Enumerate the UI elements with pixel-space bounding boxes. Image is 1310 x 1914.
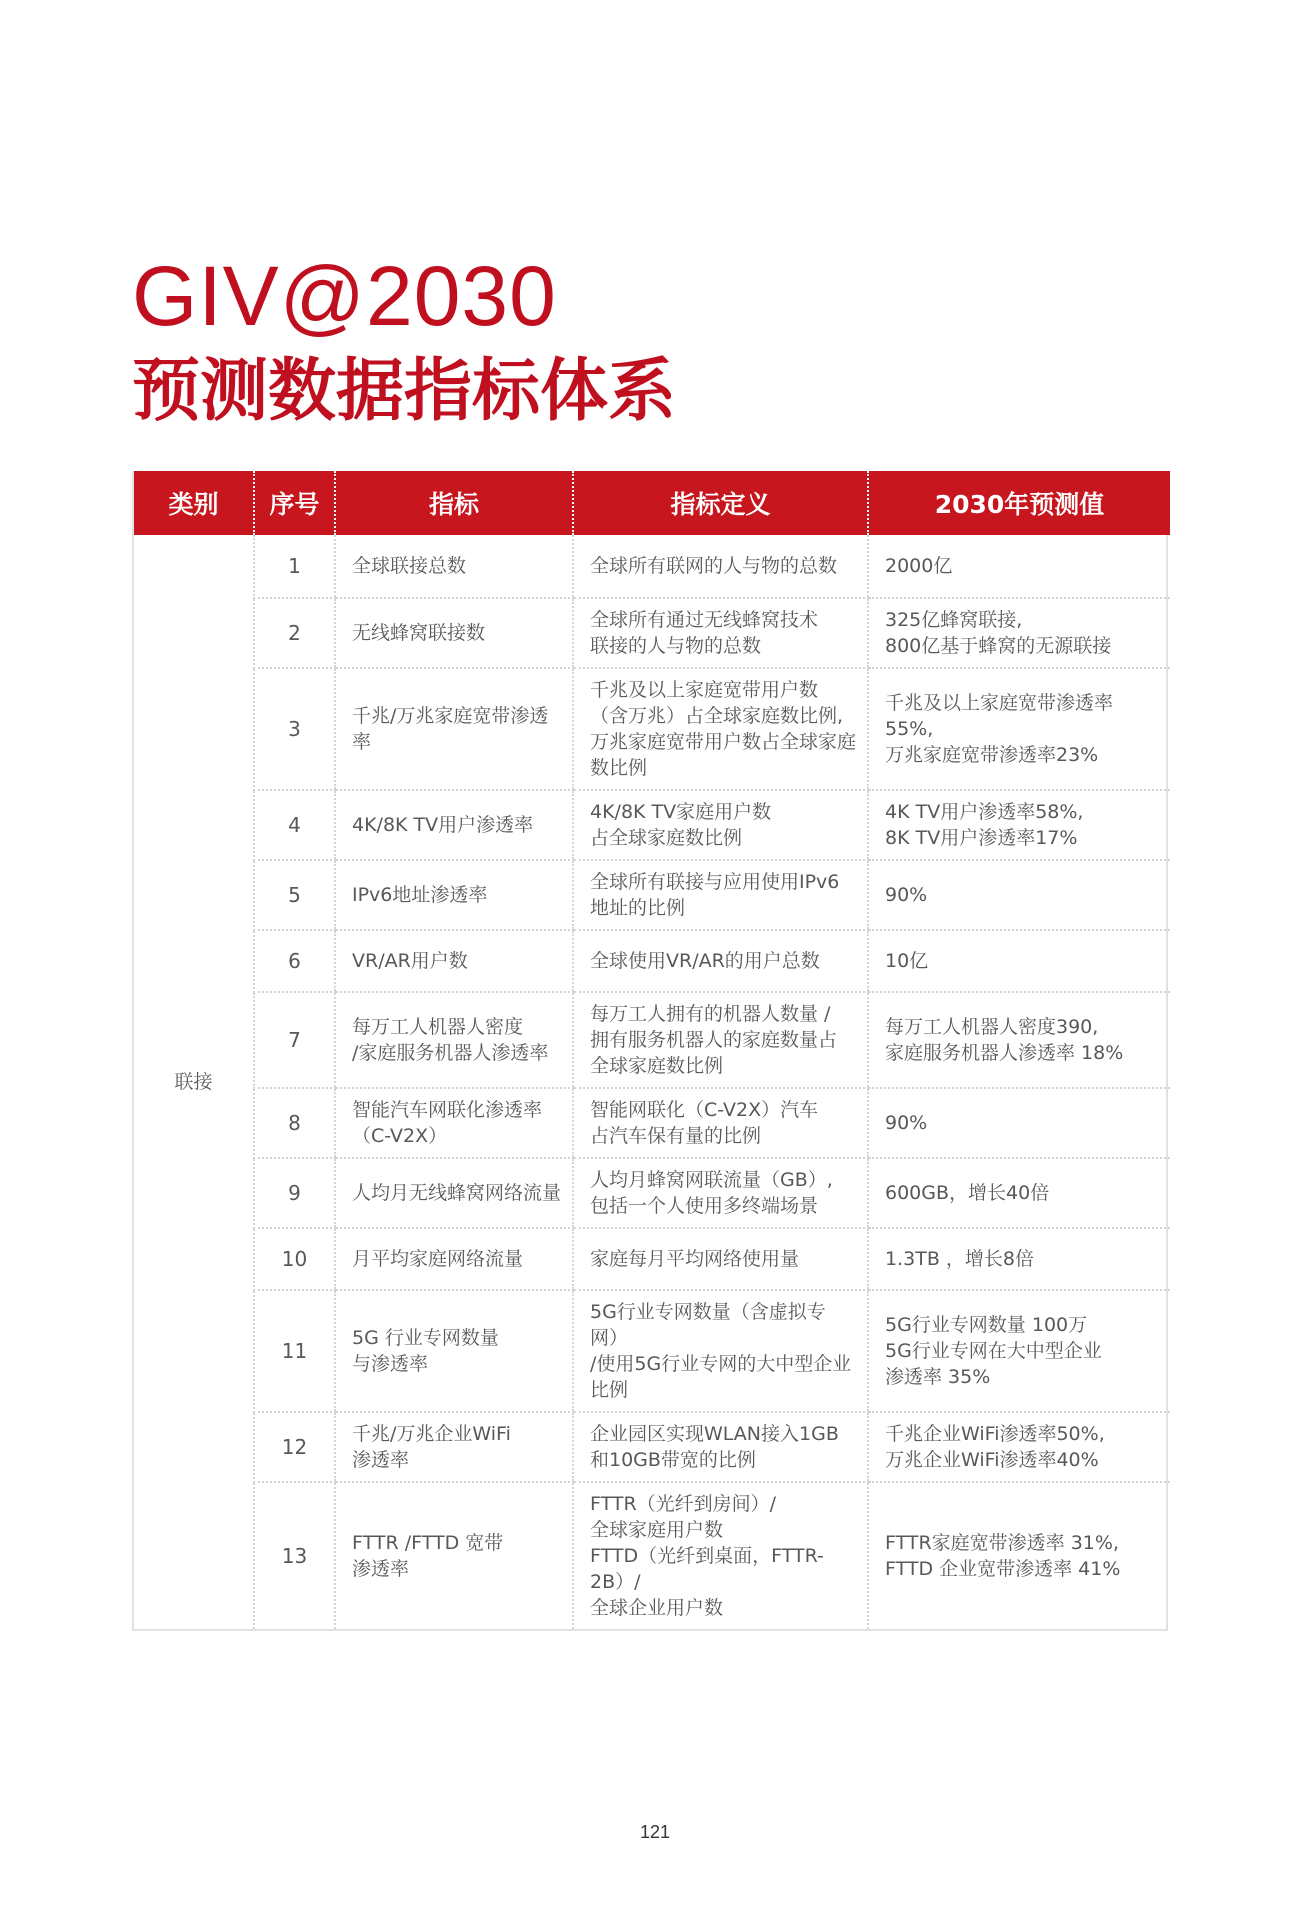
definition-cell <box>573 535 868 598</box>
seq-cell-text: 1 <box>288 554 301 578</box>
forecast-cell <box>868 1088 1170 1158</box>
forecast-cell-text: 325亿蜂窝联接, 800亿基于蜂窝的无源联接 <box>885 609 1112 657</box>
table-header-row <box>134 471 1170 535</box>
definition-cell <box>573 1088 868 1158</box>
title-line-1: GIV@2030 <box>132 249 557 343</box>
table-row <box>134 1088 1170 1158</box>
page-number: 121 <box>639 1822 671 1842</box>
definition-cell-text: FTTR（光纤到房间）/ 全球家庭用户数 FTTD（光纤到桌面，FTTR-2B）/ 全球企业用户数 <box>590 1493 824 1619</box>
forecast-cell-text: 600GB，增长40倍 <box>885 1182 1050 1204</box>
seq-cell <box>254 930 335 992</box>
definition-cell-text: 家庭每月平均网络使用量 <box>590 1248 800 1270</box>
seq-cell-text: 8 <box>288 1111 301 1135</box>
seq-cell <box>254 1228 335 1290</box>
seq-cell-text: 11 <box>281 1339 308 1363</box>
definition-cell <box>573 1228 868 1290</box>
indicator-cell <box>335 1290 573 1412</box>
seq-cell-text: 4 <box>288 813 301 837</box>
forecast-cell <box>868 535 1170 598</box>
definition-cell-text: 全球所有联接与应用使用IPv6 地址的比例 <box>590 871 840 919</box>
definition-cell-text: 全球所有通过无线蜂窝技术 联接的人与物的总数 <box>590 609 819 657</box>
definition-cell-text: 全球使用VR/AR的用户总数 <box>590 950 820 972</box>
forecast-cell <box>868 1412 1170 1482</box>
indicator-cell-text: FTTR /FTTD 宽带 渗透率 <box>352 1532 504 1580</box>
indicator-cell <box>335 992 573 1088</box>
seq-cell-text: 12 <box>281 1435 308 1459</box>
indicator-cell <box>335 1088 573 1158</box>
definition-cell <box>573 790 868 860</box>
definition-cell <box>573 598 868 668</box>
definition-cell <box>573 1412 868 1482</box>
indicator-cell-text: 千兆/万兆企业WiFi 渗透率 <box>352 1423 511 1471</box>
forecast-cell-text: 90% <box>885 1112 928 1134</box>
indicator-cell <box>335 790 573 860</box>
definition-cell-text: 4K/8K TV家庭用户数 占全球家庭数比例 <box>590 801 772 849</box>
seq-cell <box>254 1290 335 1412</box>
table-row <box>134 1412 1170 1482</box>
forecast-cell <box>868 930 1170 992</box>
forecast-cell <box>868 1290 1170 1412</box>
forecast-cell <box>868 860 1170 930</box>
seq-cell-text: 6 <box>288 949 301 973</box>
definition-cell <box>573 1158 868 1228</box>
indicator-cell <box>335 1158 573 1228</box>
header-indicator: 指标 <box>335 471 573 535</box>
indicator-cell <box>335 1482 573 1629</box>
indicator-cell-text: 5G 行业专网数量 与渗透率 <box>352 1327 499 1375</box>
indicator-cell <box>335 668 573 790</box>
forecast-cell-text: 每万工人机器人密度390, 家庭服务机器人渗透率 18% <box>885 1016 1124 1064</box>
forecast-cell-text: 90% <box>885 884 928 906</box>
table-row <box>134 790 1170 860</box>
table-row <box>134 1290 1170 1412</box>
indicator-cell <box>335 598 573 668</box>
forecast-cell-text: 2000亿 <box>885 555 953 577</box>
forecast-cell-text: 1.3TB ，增长8倍 <box>885 1248 1034 1270</box>
forecast-cell <box>868 598 1170 668</box>
seq-cell <box>254 860 335 930</box>
indicator-cell <box>335 1412 573 1482</box>
forecast-cell <box>868 668 1170 790</box>
forecast-cell-text: FTTR家庭宽带渗透率 31%, FTTD 企业宽带渗透率 41% <box>885 1532 1121 1580</box>
table-header <box>134 471 1170 535</box>
definition-cell <box>573 992 868 1088</box>
indicator-cell-text: 千兆/万兆家庭宽带渗透率 <box>352 705 549 753</box>
seq-cell <box>254 1158 335 1228</box>
indicator-cell <box>335 1228 573 1290</box>
header-definition: 指标定义 <box>573 471 868 535</box>
definition-cell <box>573 930 868 992</box>
forecast-cell <box>868 1228 1170 1290</box>
table-row <box>134 598 1170 668</box>
indicator-cell-text: 人均月无线蜂窝网络流量 <box>352 1182 562 1204</box>
indicator-cell-text: IPv6地址渗透率 <box>352 884 488 906</box>
header-forecast: 2030年预测值 <box>868 471 1170 535</box>
table-row <box>134 668 1170 790</box>
forecast-table-container <box>132 471 1168 1631</box>
table-row <box>134 535 1170 598</box>
seq-cell-text: 9 <box>288 1181 301 1205</box>
definition-cell-text: 智能网联化（C-V2X）汽车 占汽车保有量的比例 <box>590 1099 819 1147</box>
indicator-cell-text: 月平均家庭网络流量 <box>352 1248 524 1270</box>
seq-cell-text: 3 <box>288 717 301 741</box>
definition-cell-text: 每万工人拥有的机器人数量 / 拥有服务机器人的家庭数量占 全球家庭数比例 <box>590 1003 838 1077</box>
indicator-cell <box>335 860 573 930</box>
title-line-2: 预测数据指标体系 <box>132 352 677 431</box>
indicator-cell <box>335 930 573 992</box>
forecast-cell-text: 千兆企业WiFi渗透率50%, 万兆企业WiFi渗透率40% <box>885 1423 1105 1471</box>
definition-cell-text: 全球所有联网的人与物的总数 <box>590 555 838 577</box>
seq-cell-text: 13 <box>281 1544 308 1568</box>
definition-cell <box>573 668 868 790</box>
seq-cell-text: 7 <box>288 1028 301 1052</box>
category-cell: 联接 <box>174 1071 213 1093</box>
table-row <box>134 992 1170 1088</box>
seq-cell <box>254 668 335 790</box>
definition-cell <box>573 1482 868 1629</box>
indicator-cell-text: 4K/8K TV用户渗透率 <box>352 814 534 836</box>
seq-cell-text: 10 <box>281 1247 308 1271</box>
forecast-cell <box>868 1158 1170 1228</box>
seq-cell <box>254 1412 335 1482</box>
seq-cell <box>254 1088 335 1158</box>
forecast-cell-text: 4K TV用户渗透率58%, 8K TV用户渗透率17% <box>885 801 1084 849</box>
forecast-cell-text: 千兆及以上家庭宽带渗透率55%, 万兆家庭宽带渗透率23% <box>885 692 1114 766</box>
indicator-cell-text: 无线蜂窝联接数 <box>352 622 486 644</box>
definition-cell <box>573 860 868 930</box>
seq-cell-text: 5 <box>288 883 301 907</box>
indicator-cell-text: 每万工人机器人密度 /家庭服务机器人渗透率 <box>352 1016 549 1064</box>
forecast-cell-text: 10亿 <box>885 950 929 972</box>
indicator-cell-text: VR/AR用户数 <box>352 950 468 972</box>
definition-cell <box>573 1290 868 1412</box>
seq-cell <box>254 598 335 668</box>
header-seq: 序号 <box>254 471 335 535</box>
page-title <box>132 250 676 438</box>
forecast-cell <box>868 992 1170 1088</box>
seq-cell <box>254 1482 335 1629</box>
definition-cell-text: 企业园区实现WLAN接入1GB 和10GB带宽的比例 <box>590 1423 839 1471</box>
forecast-cell <box>868 790 1170 860</box>
indicator-cell <box>335 535 573 598</box>
seq-cell-text: 2 <box>288 621 301 645</box>
table-body <box>134 535 1170 1629</box>
definition-cell-text: 人均月蜂窝网联流量（GB）, 包括一个人使用多终端场景 <box>590 1169 833 1217</box>
seq-cell <box>254 992 335 1088</box>
table-row <box>134 860 1170 930</box>
definition-cell-text: 千兆及以上家庭宽带用户数 （含万兆）占全球家庭数比例, 万兆家庭宽带用户数占全球家庭 数比例 <box>590 679 857 779</box>
table-row <box>134 1482 1170 1629</box>
forecast-cell-text: 5G行业专网数量 100万 5G行业专网在大中型企业 渗透率 35% <box>885 1314 1102 1388</box>
header-category: 类别 <box>134 471 254 535</box>
forecast-table <box>134 471 1170 1629</box>
table-row <box>134 1158 1170 1228</box>
forecast-cell <box>868 1482 1170 1629</box>
table-row <box>134 1228 1170 1290</box>
indicator-cell-text: 智能汽车网联化渗透率 （C-V2X） <box>352 1099 543 1147</box>
seq-cell <box>254 790 335 860</box>
definition-cell-text: 5G行业专网数量（含虚拟专网） /使用5G行业专网的大中型企业 比例 <box>590 1301 852 1401</box>
indicator-cell-text: 全球联接总数 <box>352 555 467 577</box>
seq-cell <box>254 535 335 598</box>
table-row <box>134 930 1170 992</box>
